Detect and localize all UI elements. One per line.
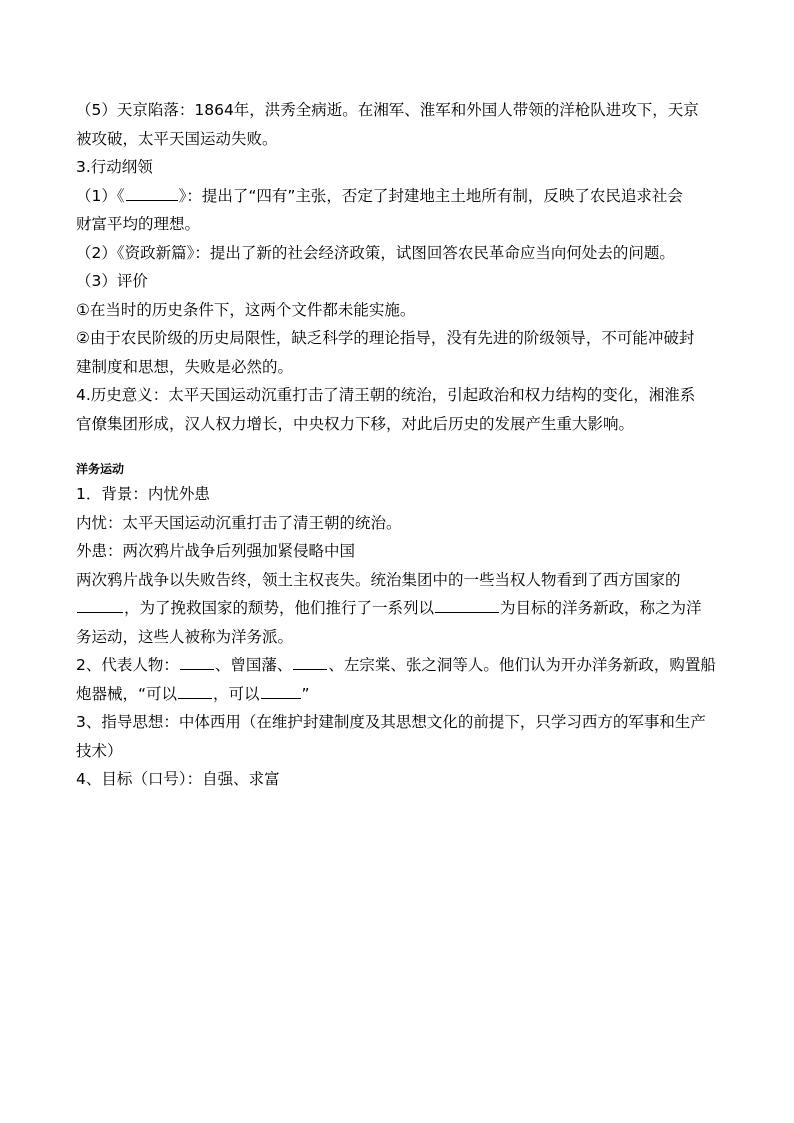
program-item-1-prefix: （1）《 xyxy=(76,186,125,205)
background-paragraph-end: 务运动，这些人被称为洋务派。 xyxy=(76,627,294,646)
representatives-text-b: 、左宗棠、张之洞等人。他们认为开办洋务新政，购置船 xyxy=(328,656,716,674)
background-text-a: ，为了挽救国家的颓势，他们推行了一系列以 xyxy=(124,599,435,617)
background-paragraph-cont xyxy=(76,594,718,623)
representatives-cont xyxy=(76,680,718,709)
guiding-thought-cont: 技术） xyxy=(76,741,123,760)
quote-part-b: ，可以 xyxy=(213,684,260,703)
fill-blank xyxy=(293,655,327,670)
program-item-2: （2）《资政新篇》：提出了新的社会经济政策，试图回答农民革命应当向何处去的问题。 xyxy=(76,243,675,262)
section-gap xyxy=(76,438,718,458)
background-title: 1．背景：内忧外患 xyxy=(76,485,210,503)
evaluation-point-1: ①在当时的历史条件下，这两个文件都未能实施。 xyxy=(76,300,416,319)
quote-close: ” xyxy=(301,684,310,703)
program-item-1 xyxy=(76,182,718,211)
fill-blank xyxy=(126,186,178,201)
internal-troubles: 内忧：太平天国运动沉重打击了清王朝的统治。 xyxy=(76,513,402,532)
program-item-1-text: 》：提出了“四有”主张，否定了封建地主土地所有制，反映了农民追求社会 xyxy=(178,186,683,205)
program-item-3: （3）评价 xyxy=(76,272,148,290)
fill-blank xyxy=(77,598,123,613)
program-item-1-cont: 财富平均的理想。 xyxy=(76,215,201,233)
goal-slogan: 4、目标（口号）：自强、求富 xyxy=(76,770,280,788)
external-threats: 外患：两次鸦片战争后列强加紧侵略中国 xyxy=(76,542,356,560)
section-title-program: 3.行动纲领 xyxy=(76,158,153,176)
representatives-label: 2、代表人物： xyxy=(76,656,179,674)
quote-part-a: 炮器械，“可以 xyxy=(76,684,178,703)
evaluation-point-2-cont: 建制度和思想，失败是必然的。 xyxy=(76,357,294,376)
significance: 4.历史意义：太平天国运动沉重打击了清王朝的统治，引起政治和权力结构的变化，湘淮系 xyxy=(76,386,696,404)
evaluation-point-2: ②由于农民阶级的历史局限性，缺乏科学的理论指导，没有先进的阶级领导，不可能冲破封 xyxy=(76,329,695,347)
paragraph-tianjing-fall-cont: 被攻破，太平天国运动失败。 xyxy=(76,129,278,148)
representatives-text-a: 、曾国藩、 xyxy=(214,656,293,674)
fill-blank xyxy=(178,684,212,699)
background-text-b: 为目标的洋务新政，称之为洋 xyxy=(500,599,702,617)
fill-blank xyxy=(435,598,499,613)
section-heading-westernization: 洋务运动 xyxy=(76,462,125,476)
paragraph-tianjing-fall: （5）天京陷落：1864年，洪秀全病逝。在湘军、淮军和外国人带领的洋枪队进攻下，天京 xyxy=(76,101,699,119)
guiding-thought: 3、指导思想：中体西用（在维护封建制度及其思想文化的前提下，只学习西方的军事和生产 xyxy=(76,713,706,731)
significance-cont: 官僚集团形成，汉人权力增长，中央权力下移，对此后历史的发展产生重大影响。 xyxy=(76,414,635,433)
fill-blank xyxy=(180,655,214,670)
background-paragraph: 两次鸦片战争以失败告终，领土主权丧失。统治集团中的一些当权人物看到了西方国家的 xyxy=(76,570,681,589)
fill-blank xyxy=(261,684,301,699)
representatives xyxy=(76,651,718,680)
